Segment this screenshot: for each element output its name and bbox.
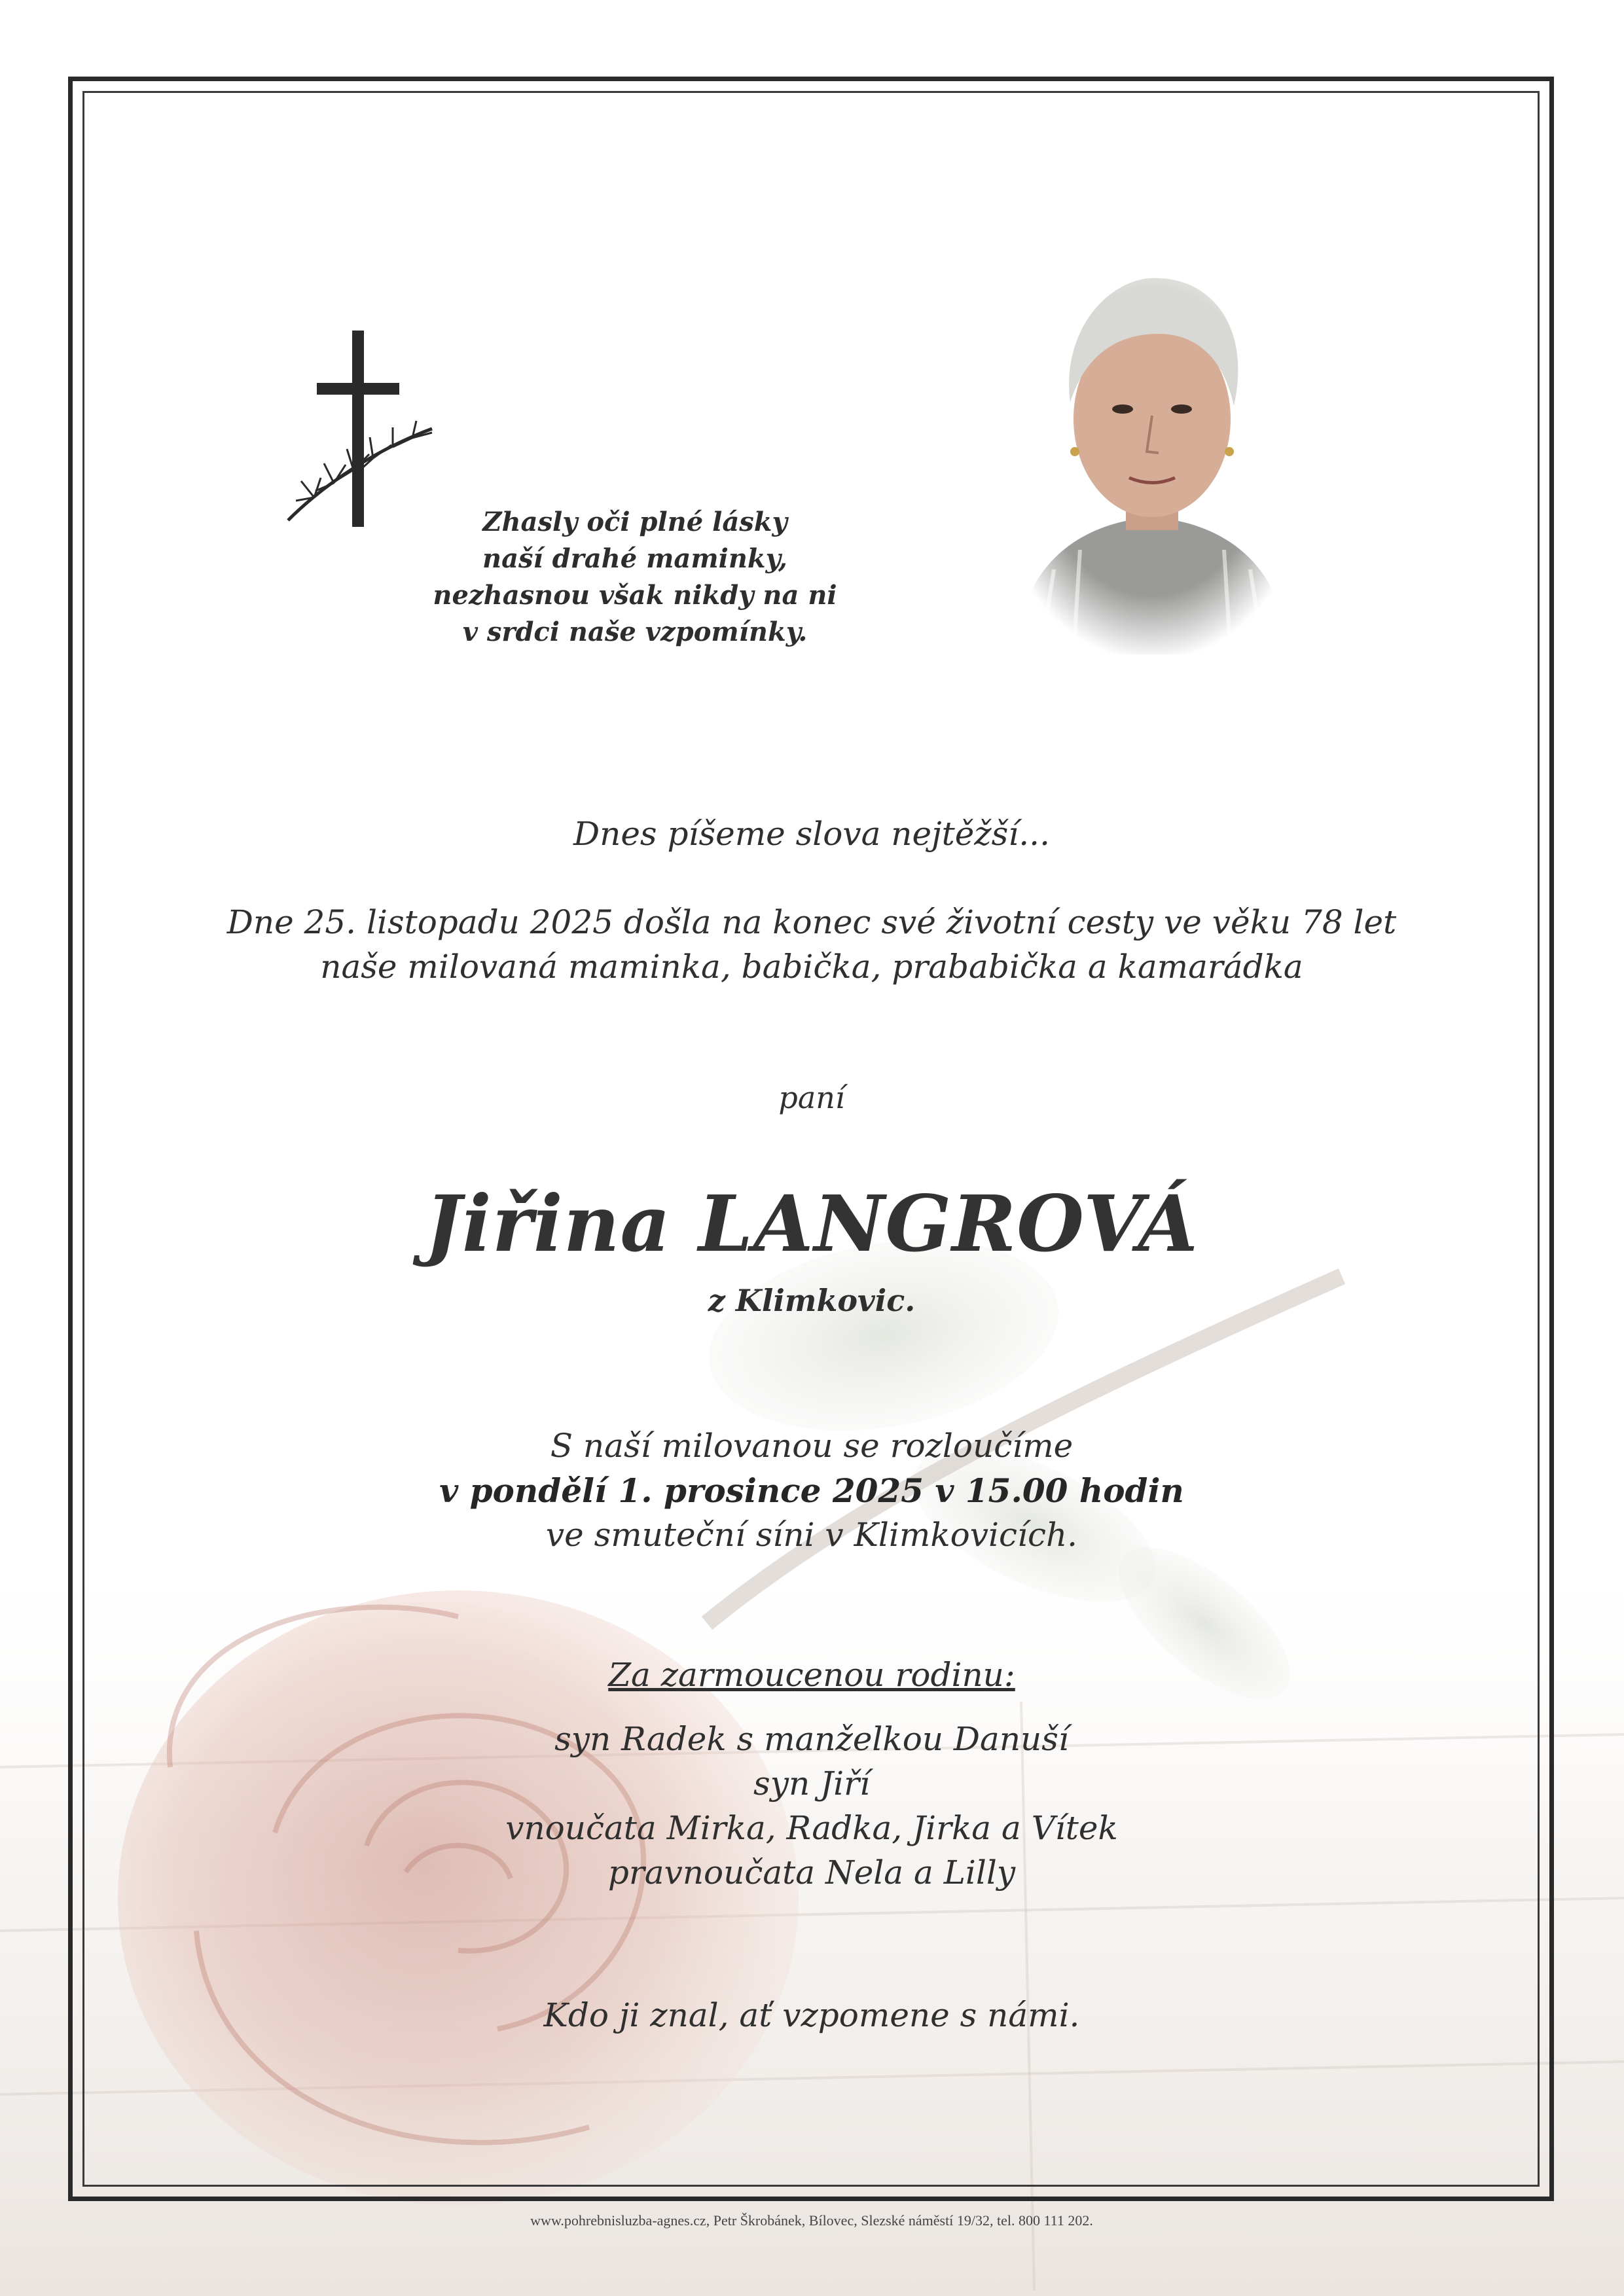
deceased-name: Jiřina LANGROVÁ xyxy=(425,1178,1199,1269)
portrait-photo xyxy=(1001,262,1303,661)
poem-line: naší drahé maminky, xyxy=(482,543,787,574)
funeral-service-footer: www.pohrebnisluzba-agnes.cz, Petr Škrobánek, Bílovec, Slezské náměstí 19/32, tel. 800 111 202. xyxy=(530,2212,1093,2229)
family-header: Za zarmoucenou rodinu: xyxy=(608,1656,1015,1694)
poem-line: Zhasly oči plné lásky xyxy=(482,507,787,537)
ceremony-location: ve smuteční síni v Klimkovicích. xyxy=(545,1516,1078,1554)
ceremony-datetime: v pondělí 1. prosince 2025 v 15.00 hodin xyxy=(439,1471,1184,1510)
death-announcement-line: Dne 25. listopadu 2025 došla na konec své životní cesty ve věku 78 let xyxy=(226,903,1397,941)
family-member: vnoučata Mirka, Radka, Jirka a Vítek xyxy=(505,1809,1118,1847)
poem-line: v srdci naše vzpomínky. xyxy=(462,617,808,647)
deceased-title: paní xyxy=(778,1080,845,1115)
closing-line: Kdo ji znal, ať vzpomene s námi. xyxy=(543,1996,1080,2034)
family-member: syn Radek s manželkou Danuší xyxy=(554,1720,1069,1758)
deceased-origin: z Klimkovic. xyxy=(708,1283,916,1318)
poem-line: nezhasnou však nikdy na ni xyxy=(433,580,837,611)
intro-line: Dnes píšeme slova nejtěžší... xyxy=(573,815,1050,853)
relationship-line: naše milovaná maminka, babička, prababička a kamarádka xyxy=(320,948,1303,986)
family-member: pravnoučata Nela a Lilly xyxy=(607,1854,1016,1892)
farewell-line: S naší milovanou se rozloučíme xyxy=(550,1427,1074,1465)
memorial-poem xyxy=(419,504,851,651)
family-member: syn Jiří xyxy=(753,1765,870,1803)
